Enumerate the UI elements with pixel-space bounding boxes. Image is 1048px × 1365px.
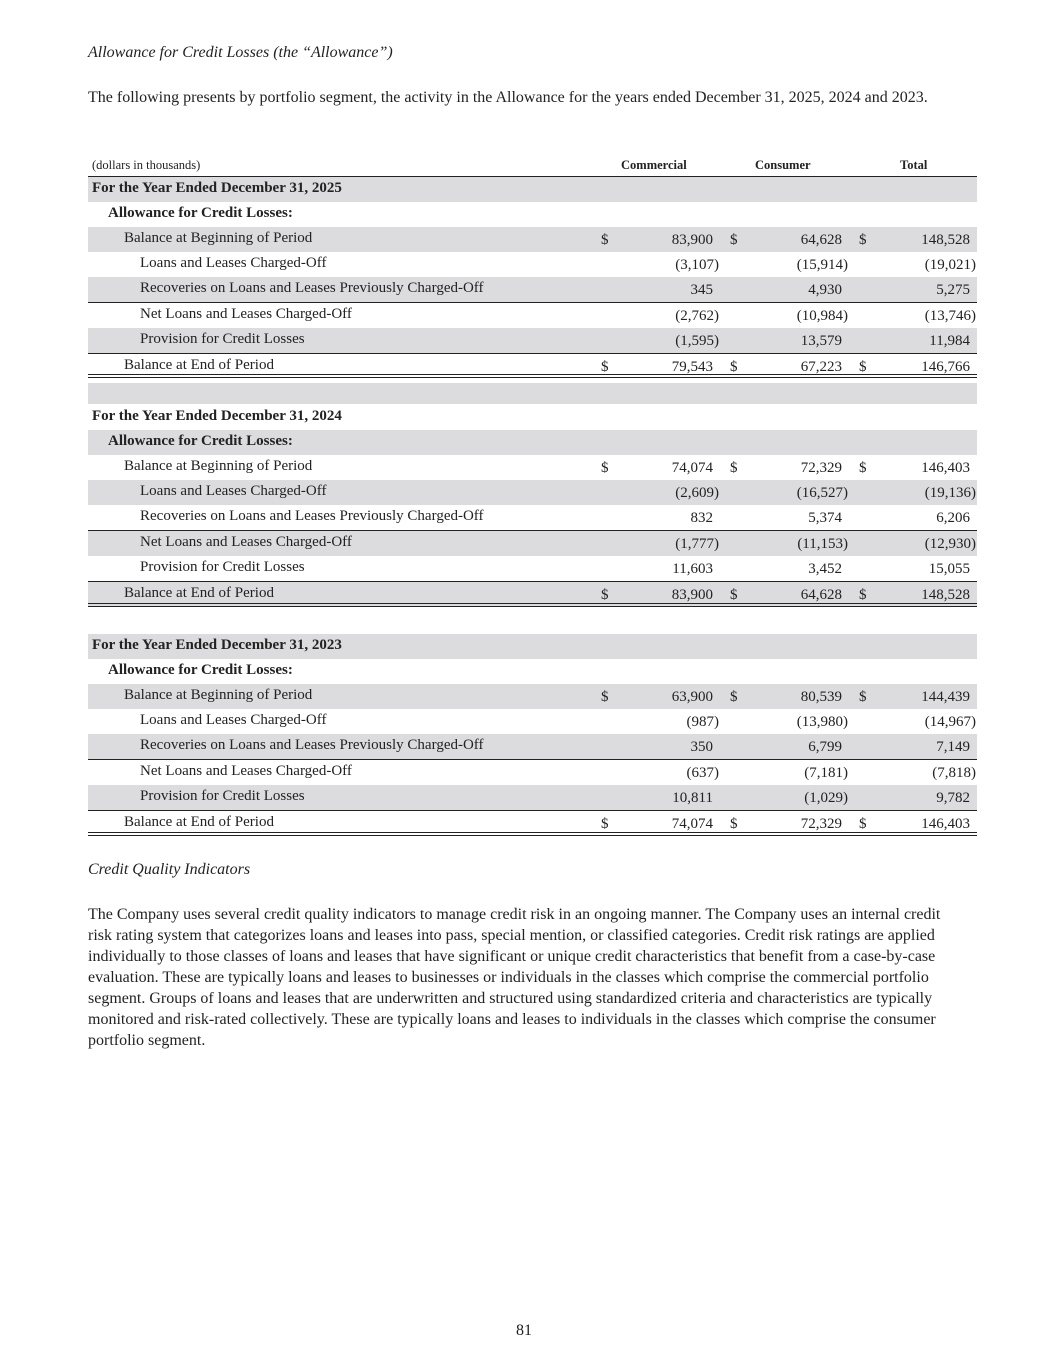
total-value: 148,528 [921,587,970,603]
currency-symbol: $ [601,587,609,603]
block-title-row [88,405,977,430]
table-row-recoveries [88,277,977,302]
table-row-beginning-balance [88,684,977,709]
total-value: 148,528 [921,232,970,248]
total-value: 144,439 [921,689,970,705]
row-label: Loans and Leases Charged-Off [140,712,327,728]
double-underline [88,832,977,836]
row-label: Recoveries on Loans and Leases Previously Charged-Off [140,508,484,524]
section-title: Allowance for Credit Losses (the “Allowance”) [88,44,393,61]
total-value: 146,766 [921,359,970,375]
commercial-value: 74,074 [671,816,713,832]
row-label: Provision for Credit Losses [140,559,305,575]
commercial-value: 83,900 [671,587,713,603]
consumer-value: (13,980) [796,714,848,730]
table-row-provision [88,328,977,353]
commercial-value: 63,900 [671,689,713,705]
total-value: 146,403 [921,460,970,476]
consumer-value: 64,628 [800,587,842,603]
row-label: Net Loans and Leases Charged-Off [140,534,352,550]
table-row-charged-off [88,480,977,505]
currency-symbol: $ [859,359,867,375]
block-subtitle: Allowance for Credit Losses: [108,662,293,678]
consumer-value: (1,029) [804,790,848,806]
consumer-value: 80,539 [800,689,842,705]
total-value: (13,746) [924,308,976,324]
consumer-value: (15,914) [796,257,848,273]
table-row-beginning-balance [88,455,977,480]
row-label: Loans and Leases Charged-Off [140,483,327,499]
consumer-value: 67,223 [800,359,842,375]
consumer-value: 4,930 [808,282,842,298]
column-header-total: Total [900,158,928,172]
row-label: Balance at Beginning of Period [124,687,313,703]
table-row-beginning-balance [88,227,977,252]
currency-symbol: $ [730,460,738,476]
commercial-value: (987) [686,714,719,730]
row-label: Balance at End of Period [124,357,274,373]
currency-symbol: $ [601,232,609,248]
block-title: For the Year Ended December 31, 2025 [92,180,342,196]
table-row-recoveries [88,505,977,530]
double-underline [88,374,977,378]
total-value: (19,021) [924,257,976,273]
table-row-provision [88,556,977,581]
row-label: Net Loans and Leases Charged-Off [140,306,352,322]
table-row-recoveries [88,734,977,759]
row-label: Provision for Credit Losses [140,788,305,804]
row-label: Net Loans and Leases Charged-Off [140,763,352,779]
row-label: Recoveries on Loans and Leases Previously Charged-Off [140,737,484,753]
commercial-value: 79,543 [671,359,713,375]
currency-symbol: $ [730,232,738,248]
table-block-2023 [88,634,977,836]
currency-symbol: $ [601,689,609,705]
total-value: (12,930) [924,536,976,552]
table-row-charged-off [88,252,977,277]
commercial-value: 83,900 [671,232,713,248]
block-title-row [88,634,977,659]
block-subtitle: Allowance for Credit Losses: [108,433,293,449]
total-value: (7,818) [932,765,976,781]
consumer-value: 72,329 [800,460,842,476]
column-header-commercial: Commercial [621,158,687,172]
consumer-value: (11,153) [797,536,848,552]
row-label: Balance at Beginning of Period [124,458,313,474]
row-label: Balance at End of Period [124,814,274,830]
credit-quality-title: Credit Quality Indicators [88,861,251,878]
commercial-value: (1,595) [675,333,719,349]
table-block-2025 [88,176,977,379]
block-title-row [88,176,977,202]
currency-symbol: $ [601,359,609,375]
total-value: 7,149 [936,739,970,755]
consumer-value: 64,628 [800,232,842,248]
total-value: 15,055 [928,561,970,577]
commercial-value: (1,777) [675,536,719,552]
currency-symbol: $ [601,816,609,832]
total-value: 11,984 [929,333,970,349]
commercial-value: 350 [690,739,713,755]
block-subtitle-row [88,202,977,227]
consumer-value: (16,527) [796,485,848,501]
commercial-value: 11,603 [672,561,713,577]
currency-symbol: $ [730,359,738,375]
total-value: 146,403 [921,816,970,832]
commercial-value: (637) [686,765,719,781]
block-subtitle: Allowance for Credit Losses: [108,205,293,221]
consumer-value: (7,181) [804,765,848,781]
row-label: Balance at End of Period [124,585,274,601]
consumer-value: 5,374 [808,510,842,526]
commercial-value: 74,074 [671,460,713,476]
block-subtitle-row [88,659,977,684]
currency-symbol: $ [730,587,738,603]
units-label: (dollars in thousands) [92,158,201,172]
consumer-value: (10,984) [796,308,848,324]
total-value: 5,275 [936,282,970,298]
total-value: 6,206 [936,510,970,526]
currency-symbol: $ [601,460,609,476]
table-block-2024 [88,405,977,607]
currency-symbol: $ [859,689,867,705]
consumer-value: 3,452 [808,561,842,577]
total-value: (14,967) [924,714,976,730]
currency-symbol: $ [859,460,867,476]
table-row-net-charged-off [88,530,977,556]
page-number: 81 [516,1322,532,1339]
table-row-charged-off [88,709,977,734]
total-value: 9,782 [936,790,970,806]
column-header-consumer: Consumer [755,158,811,172]
currency-symbol: $ [730,816,738,832]
commercial-value: 345 [690,282,713,298]
block-title: For the Year Ended December 31, 2023 [92,637,342,653]
row-label: Balance at Beginning of Period [124,230,313,246]
table-row-provision [88,785,977,810]
currency-symbol: $ [730,689,738,705]
commercial-value: (3,107) [675,257,719,273]
consumer-value: 13,579 [800,333,842,349]
credit-quality-paragraph: The Company uses several credit quality indicators to manage credit risk in an ongoing manner. The Company uses an internal credit risk rating system that categorizes loans and leases into pass, special mention, or classified categories. Credit risk ratings are applied individually to those classes of loans and leases that have significant or unique credit characteristics that benefit from a case-by-case evaluation. These are typically loans and leases to businesses or individuals in the classes which comprise the commercial portfolio segment. Groups of loans and leases that are underwritten and structured using standardized criteria and characteristics are typically monitored and risk-rated collectively. These are typically loans and leases to individuals in the classes which comprise the consumer portfolio segment. [88,906,941,1049]
currency-symbol: $ [859,816,867,832]
spacer-row [88,383,977,404]
table-header [88,156,977,176]
intro-paragraph: The following presents by portfolio segment, the activity in the Allowance for the years ended December 31, 2025, 2024 and 2023. [88,89,928,106]
currency-symbol: $ [859,232,867,248]
consumer-value: 72,329 [800,816,842,832]
currency-symbol: $ [859,587,867,603]
consumer-value: 6,799 [808,739,842,755]
commercial-value: (2,609) [675,485,719,501]
row-label: Recoveries on Loans and Leases Previously Charged-Off [140,280,484,296]
block-title: For the Year Ended December 31, 2024 [92,408,342,424]
commercial-value: 832 [690,510,713,526]
double-underline [88,603,977,607]
commercial-value: 10,811 [672,790,713,806]
block-subtitle-row [88,430,977,455]
row-label: Loans and Leases Charged-Off [140,255,327,271]
table-row-net-charged-off [88,759,977,785]
row-label: Provision for Credit Losses [140,331,305,347]
total-value: (19,136) [924,485,976,501]
table-row-net-charged-off [88,302,977,328]
commercial-value: (2,762) [675,308,719,324]
